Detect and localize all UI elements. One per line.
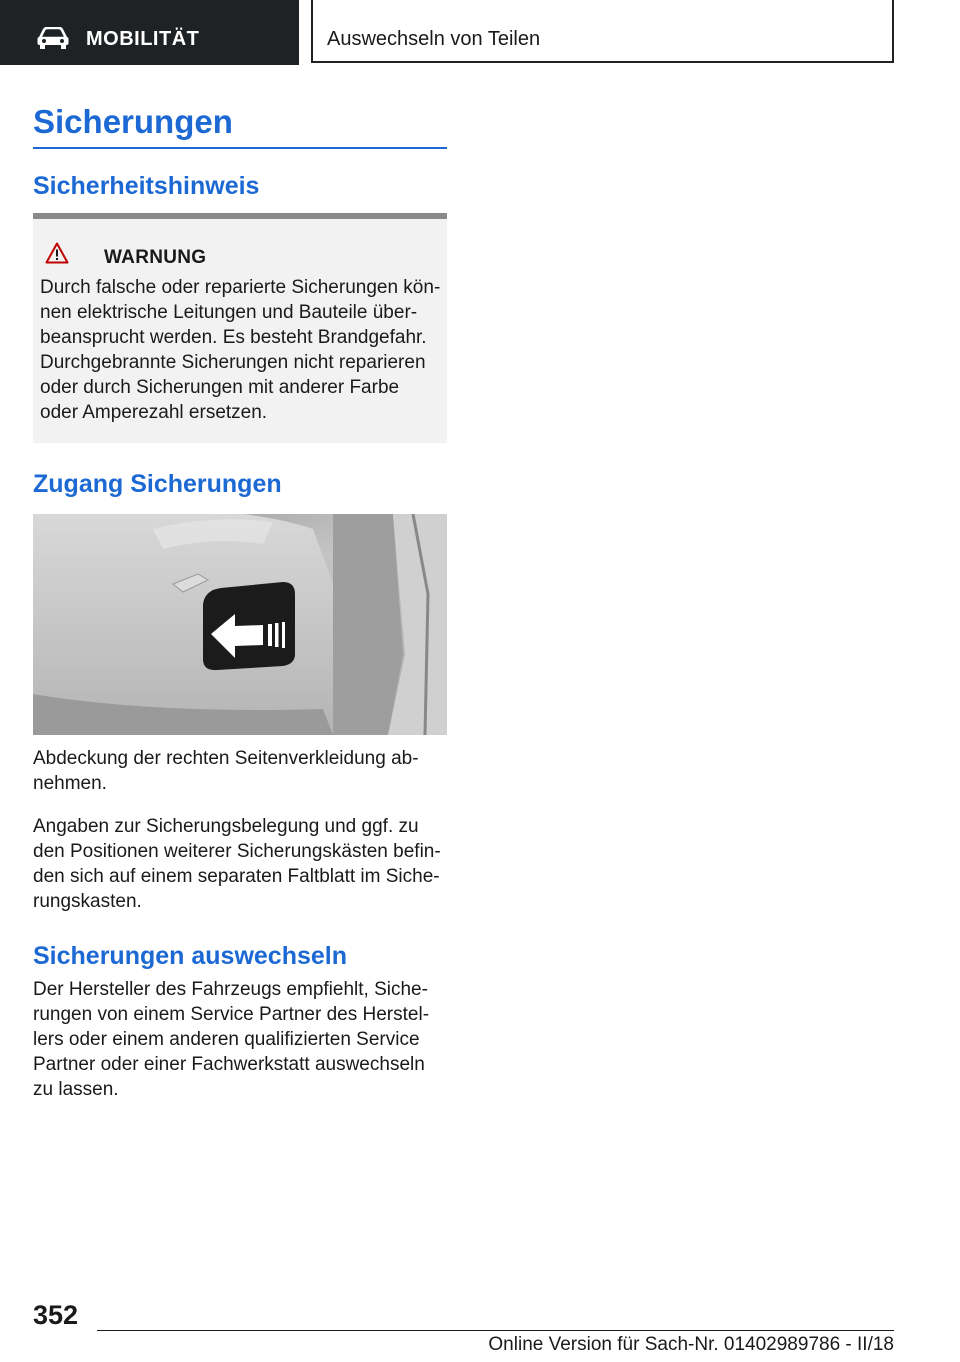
text-line: Partner oder einer Fachwerkstatt auswechseln [33,1054,425,1075]
replace-heading: Sicherungen auswechseln [33,942,347,970]
warning-label: WARNUNG [104,247,207,268]
footer-divider [97,1330,894,1331]
section-label: MOBILITÄT [86,28,200,50]
text-line: nehmen. [33,773,107,794]
section-tab [0,0,299,65]
warning-line: nen elektrische Leitungen und Bauteile über- [40,302,418,323]
breadcrumb-label: Auswechseln von Teilen [327,28,541,50]
car-icon [36,27,70,49]
replace-paragraph [33,977,449,1102]
text-line: rungskasten. [33,891,142,912]
text-line: zu lassen. [33,1079,119,1100]
footer-text: Online Version für Sach-Nr. 01402989786 - II/18 [488,1334,894,1355]
warning-box [33,213,447,443]
warning-line: Durchgebrannte Sicherungen nicht reparieren [40,352,426,373]
text-line: Angaben zur Sicherungsbelegung und ggf. zu [33,816,419,837]
warning-text [40,275,445,425]
access-paragraph-2 [33,814,449,914]
page-number: 352 [33,1300,79,1330]
warning-line: beansprucht werden. Es besteht Brandgefahr. [40,327,427,348]
warning-line: Durch falsche oder reparierte Sicherungen kön- [40,277,441,298]
page-title: Sicherungen [33,103,233,140]
safety-heading: Sicherheitshinweis [33,172,260,200]
title-divider [33,147,447,149]
access-paragraph-1 [33,746,449,796]
warning-triangle-icon [45,242,69,264]
text-line: Abdeckung der rechten Seitenverkleidung ab- [33,748,419,769]
warning-line: oder Amperezahl ersetzen. [40,402,268,423]
fuse-cover-photo [33,514,447,735]
breadcrumb [311,0,894,63]
warning-line: oder durch Sicherungen mit anderer Farbe [40,377,400,398]
text-line: den Positionen weiterer Sicherungskästen befin- [33,841,441,862]
text-line: lers oder einem anderen qualifizierten Service [33,1029,420,1050]
text-line: Der Hersteller des Fahrzeugs empfiehlt, Siche- [33,979,428,1000]
access-heading: Zugang Sicherungen [33,470,282,498]
text-line: rungen von einem Service Partner des Herstel- [33,1004,430,1025]
text-line: den sich auf einem separaten Faltblatt im Siche- [33,866,440,887]
